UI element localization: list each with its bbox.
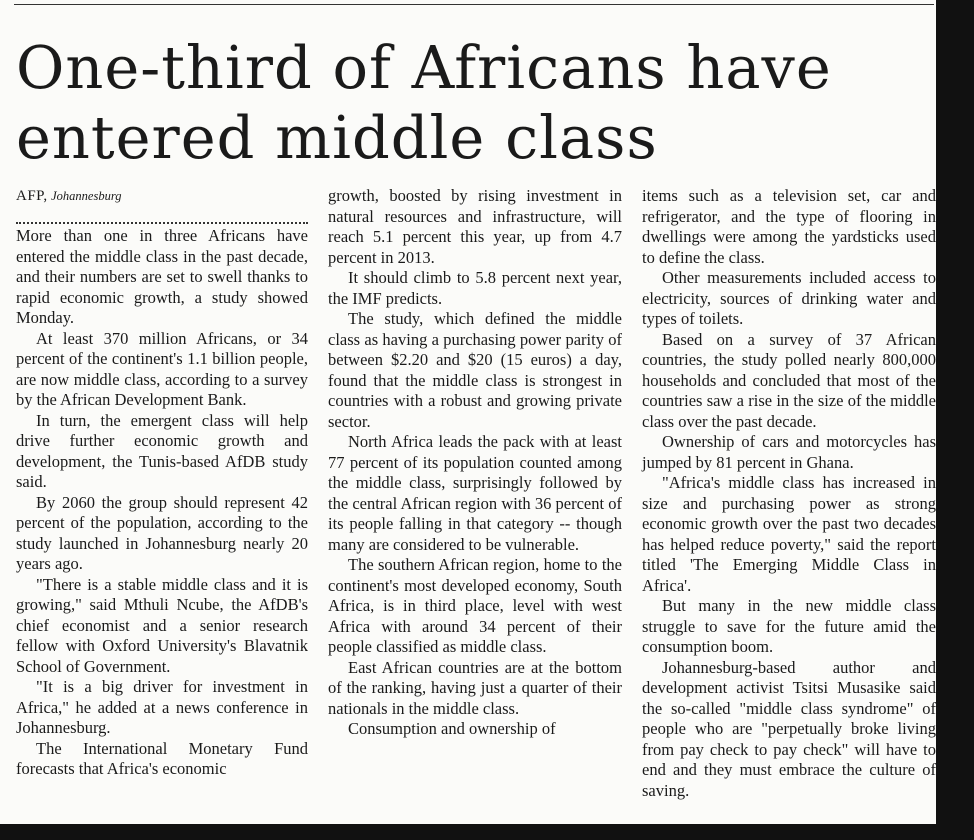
paragraph: At least 370 million Africans, or 34 percent of the continent's 1.1 billion people, are now middle class, according to a survey by the African Development Bank.	[16, 328, 308, 409]
article-column-2	[328, 186, 622, 740]
headline-line-1: One-third of Africans have	[16, 33, 832, 102]
paragraph: items such as a television set, car and refrigerator, and the type of flooring in dwellings were among the yardsticks used to define the class.	[642, 186, 936, 267]
paragraph: "There is a stable middle class and it is growing," said Mthuli Ncube, the AfDB's chief economist and a senior research fellow with Oxford University's Blavatnik School of Government.	[16, 574, 308, 676]
article-column-3	[642, 186, 936, 801]
paragraph: East African countries are at the bottom of the ranking, having just a quarter of their nationals in the middle class.	[328, 657, 622, 718]
article-column-1	[16, 186, 308, 780]
paragraph: The study, which defined the middle class as having a purchasing power parity of between $2.20 and $20 (15 euros) a day, found that the middle class is strongest in countries with a robust and growing private sector.	[328, 309, 622, 431]
paragraph: Based on a survey of 37 African countries, the study polled nearly 800,000 households and concluded that most of the countries saw a rise in the size of the middle class over the past decade.	[642, 329, 936, 431]
paragraph: But many in the new middle class struggle to save for the future amid the consumption boom.	[642, 596, 936, 656]
page-edge-bottom	[0, 824, 974, 840]
paragraph: North Africa leads the pack with at least 77 percent of its population counted among the middle class, surprisingly followed by the central African region with 36 percent of its people falling in that category -- though many are considered to be vulnerable.	[328, 432, 622, 554]
paragraph: In turn, the emergent class will help drive further economic growth and development, the Tunis-based AfDB study said.	[16, 410, 308, 491]
paragraph: By 2060 the group should represent 42 percent of the population, according to the study launched in Johannesburg nearly 20 years ago.	[16, 492, 308, 573]
paragraph: The southern African region, home to the continent's most developed economy, South Africa, is in third place, level with west Africa with around 34 percent of their people classified as middle class.	[328, 555, 622, 656]
headline-line-2: entered middle class	[16, 103, 658, 172]
headline	[16, 33, 926, 173]
paragraph: Other measurements included access to electricity, sources of drinking water and types of toilets.	[642, 268, 936, 328]
paragraph: More than one in three Africans have entered the middle class in the past decade, and their numbers are set to swell thanks to rapid economic growth, a study showed Monday.	[16, 226, 308, 327]
paragraph: growth, boosted by rising investment in natural resources and infrastructure, will reach 5.1 percent this year, up from 4.7 percent in 2013.	[328, 186, 622, 267]
paragraph: "It is a big driver for investment in Africa," he added at a news conference in Johannesburg.	[16, 677, 308, 737]
paragraph: "Africa's middle class has increased in size and purchasing power as strong economic growth over the past two decades has helped reduce poverty," said the report titled 'The Emerging Middle Class in Africa'.	[642, 473, 936, 595]
paragraph: The International Monetary Fund forecasts that Africa's economic	[16, 738, 308, 778]
paragraph: Johannesburg-based author and development activist Tsitsi Musasike said the so-called "middle class syndrome" of people who are "perpetually broke living from pay check to pay check" will have to end and they must embrace the culture of saving.	[642, 657, 936, 800]
top-rule	[14, 4, 934, 5]
paragraph: It should climb to 5.8 percent next year, the IMF predicts.	[328, 268, 622, 308]
paragraph: Ownership of cars and motorcycles has jumped by 81 percent in Ghana.	[642, 432, 936, 472]
byline-city: Johannesburg	[51, 189, 122, 203]
page-edge-right	[936, 0, 974, 840]
byline-agency: AFP,	[16, 188, 48, 204]
paragraph: Consumption and ownership of	[348, 719, 556, 738]
